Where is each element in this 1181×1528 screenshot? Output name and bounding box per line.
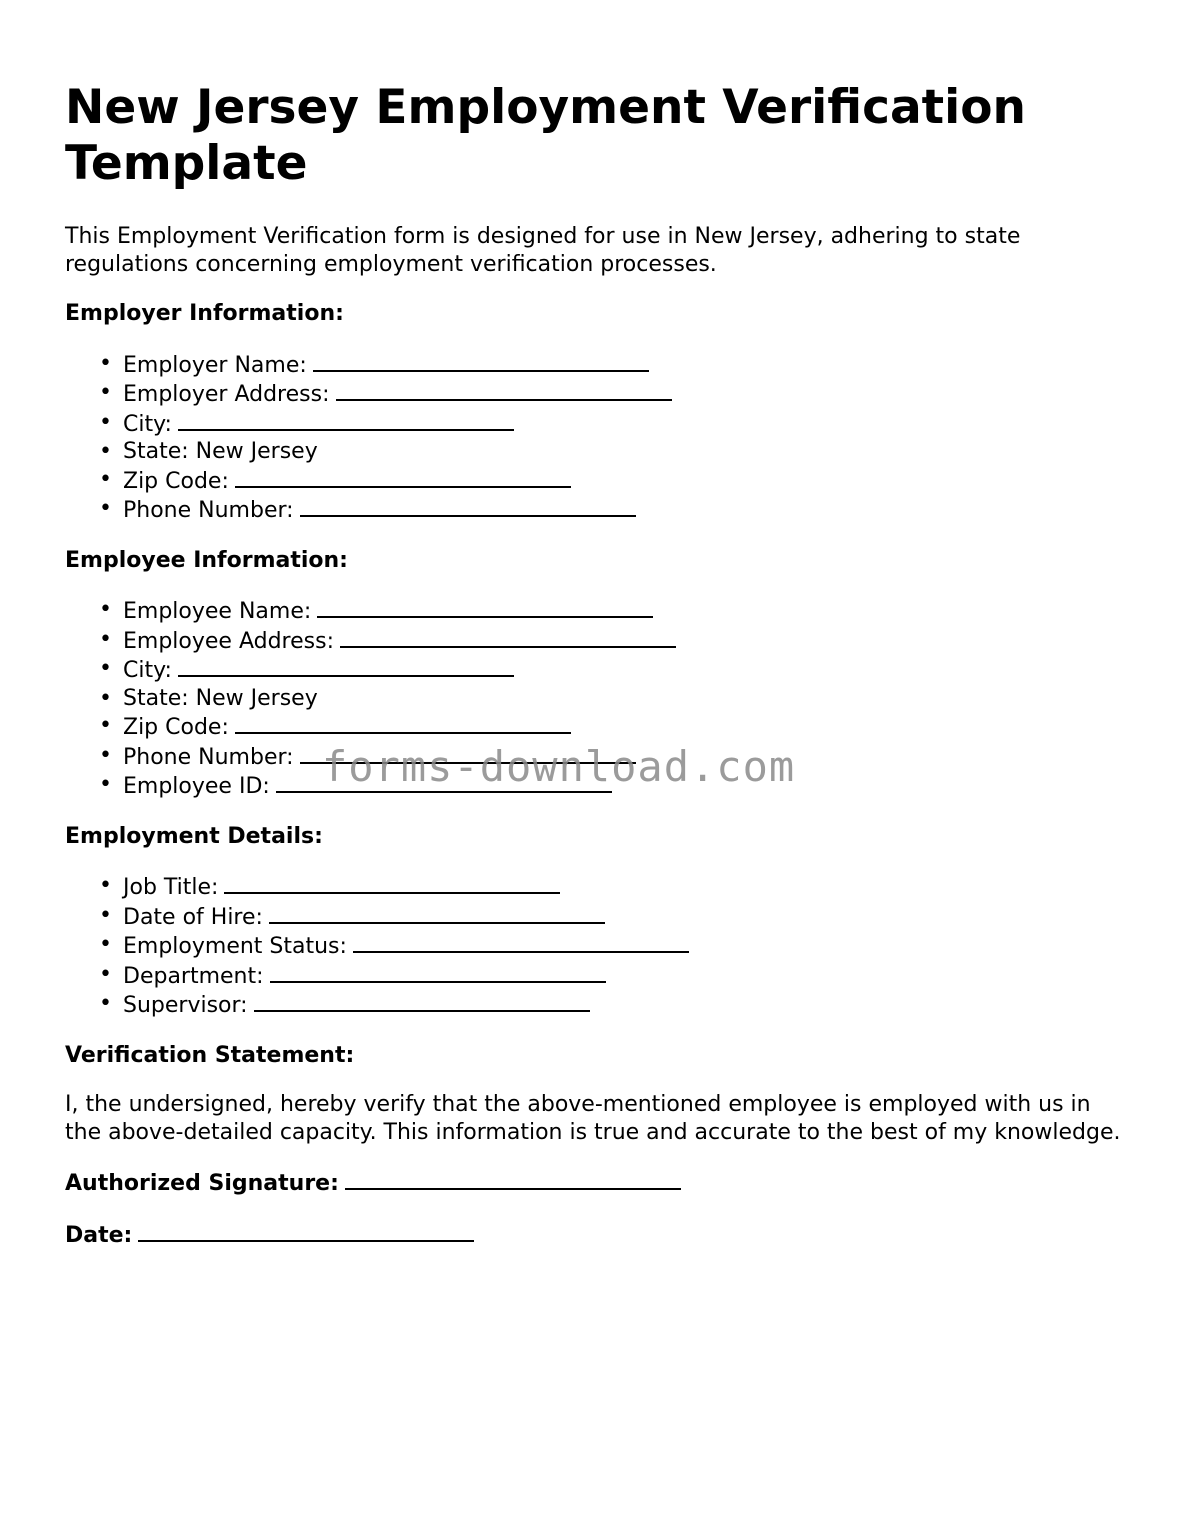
verification-statement: I, the undersigned, hereby verify that the above-mentioned employee is employed with us in the above-detailed capacity. This information is true and accurate to the best of my knowledge.	[65, 1092, 1121, 1145]
list-item	[99, 931, 1125, 961]
employee-zip-field[interactable]	[235, 712, 571, 734]
employee-section-heading: Employee Information:	[65, 547, 348, 573]
list-item	[99, 438, 1125, 466]
list-item	[99, 712, 1125, 742]
employment-field-list	[65, 872, 1125, 1020]
date-of-hire-field[interactable]	[269, 902, 605, 924]
date-label: Date:	[65, 1222, 133, 1248]
employee-city-field[interactable]	[178, 655, 514, 677]
verification-section-heading: Verification Statement:	[65, 1042, 355, 1068]
field-label: Phone Number:	[123, 744, 294, 770]
employee-name-field[interactable]	[317, 596, 653, 618]
signature-label: Authorized Signature:	[65, 1171, 339, 1196]
list-item	[99, 685, 1125, 713]
form-page	[65, 80, 1125, 1271]
employer-city-field[interactable]	[178, 409, 514, 431]
list-item	[99, 626, 1125, 656]
list-item	[99, 379, 1125, 409]
job-title-field[interactable]	[224, 872, 560, 894]
field-label: State:	[123, 685, 189, 711]
list-item	[99, 409, 1125, 439]
bullet-icon: •	[99, 742, 112, 768]
field-label: Date of Hire:	[123, 904, 263, 930]
employee-field-list	[65, 596, 1125, 801]
list-item	[99, 466, 1125, 496]
bullet-icon: •	[99, 350, 112, 376]
list-item	[99, 771, 1125, 801]
field-label: Job Title:	[123, 875, 219, 900]
bullet-icon: •	[99, 409, 112, 435]
employer-phone-field[interactable]	[300, 495, 636, 517]
field-label: Supervisor:	[123, 993, 248, 1018]
employment-status-field[interactable]	[353, 931, 689, 953]
supervisor-field[interactable]	[254, 990, 590, 1012]
bullet-icon: •	[99, 685, 112, 711]
employee-id-field[interactable]	[276, 771, 612, 793]
field-label: City:	[123, 658, 172, 683]
list-item	[99, 655, 1125, 685]
bullet-icon: •	[99, 902, 112, 928]
intro-text: This Employment Verification form is designed for use in New Jersey, adhering to state regulations concerning employment verification processes.	[65, 224, 1021, 277]
employer-field-list	[65, 350, 1125, 525]
bullet-icon: •	[99, 713, 112, 738]
list-item	[99, 961, 1125, 991]
list-item	[99, 742, 1125, 772]
field-label: Employee ID:	[123, 774, 270, 799]
signature-line	[65, 1168, 1125, 1198]
bullet-icon: •	[99, 597, 112, 622]
field-label: Employee Name:	[123, 599, 312, 624]
field-label: Zip Code:	[123, 715, 229, 740]
bullet-icon: •	[99, 496, 112, 521]
field-label: Employer Name:	[123, 352, 307, 378]
bullet-icon: •	[99, 466, 112, 492]
employee-phone-field[interactable]	[300, 742, 636, 764]
page-title: New Jersey Employment Verification Template	[65, 80, 1026, 191]
list-item	[99, 990, 1125, 1020]
employer-name-field[interactable]	[313, 350, 649, 372]
bullet-icon: •	[99, 873, 112, 898]
department-field[interactable]	[270, 961, 606, 983]
bullet-icon: •	[99, 439, 112, 464]
employee-state-value: New Jersey	[195, 685, 318, 711]
bullet-icon: •	[99, 656, 112, 681]
bullet-icon: •	[99, 932, 112, 957]
date-field[interactable]	[138, 1220, 474, 1242]
field-label: State:	[123, 439, 189, 464]
employer-state-value: New Jersey	[195, 439, 318, 464]
field-label: Phone Number:	[123, 498, 294, 523]
field-label: Employment Status:	[123, 934, 347, 959]
employer-zip-field[interactable]	[235, 466, 571, 488]
employment-section-heading: Employment Details:	[65, 823, 323, 849]
field-label: City:	[123, 411, 172, 437]
field-label: Employer Address:	[123, 382, 330, 407]
field-label: Employee Address:	[123, 628, 334, 654]
field-label: Zip Code:	[123, 468, 229, 494]
list-item	[99, 596, 1125, 626]
bullet-icon: •	[99, 991, 112, 1016]
list-item	[99, 902, 1125, 932]
bullet-icon: •	[99, 772, 112, 797]
employer-address-field[interactable]	[336, 379, 672, 401]
field-label: Department:	[123, 963, 264, 989]
list-item	[99, 495, 1125, 525]
list-item	[99, 872, 1125, 902]
employer-section-heading: Employer Information:	[65, 301, 344, 326]
bullet-icon: •	[99, 961, 112, 987]
signature-field[interactable]	[345, 1168, 681, 1190]
watermark-text: forms-download.com	[322, 742, 796, 791]
bullet-icon: •	[99, 626, 112, 652]
list-item	[99, 350, 1125, 380]
employee-address-field[interactable]	[340, 626, 676, 648]
bullet-icon: •	[99, 380, 112, 405]
date-line	[65, 1220, 1125, 1250]
